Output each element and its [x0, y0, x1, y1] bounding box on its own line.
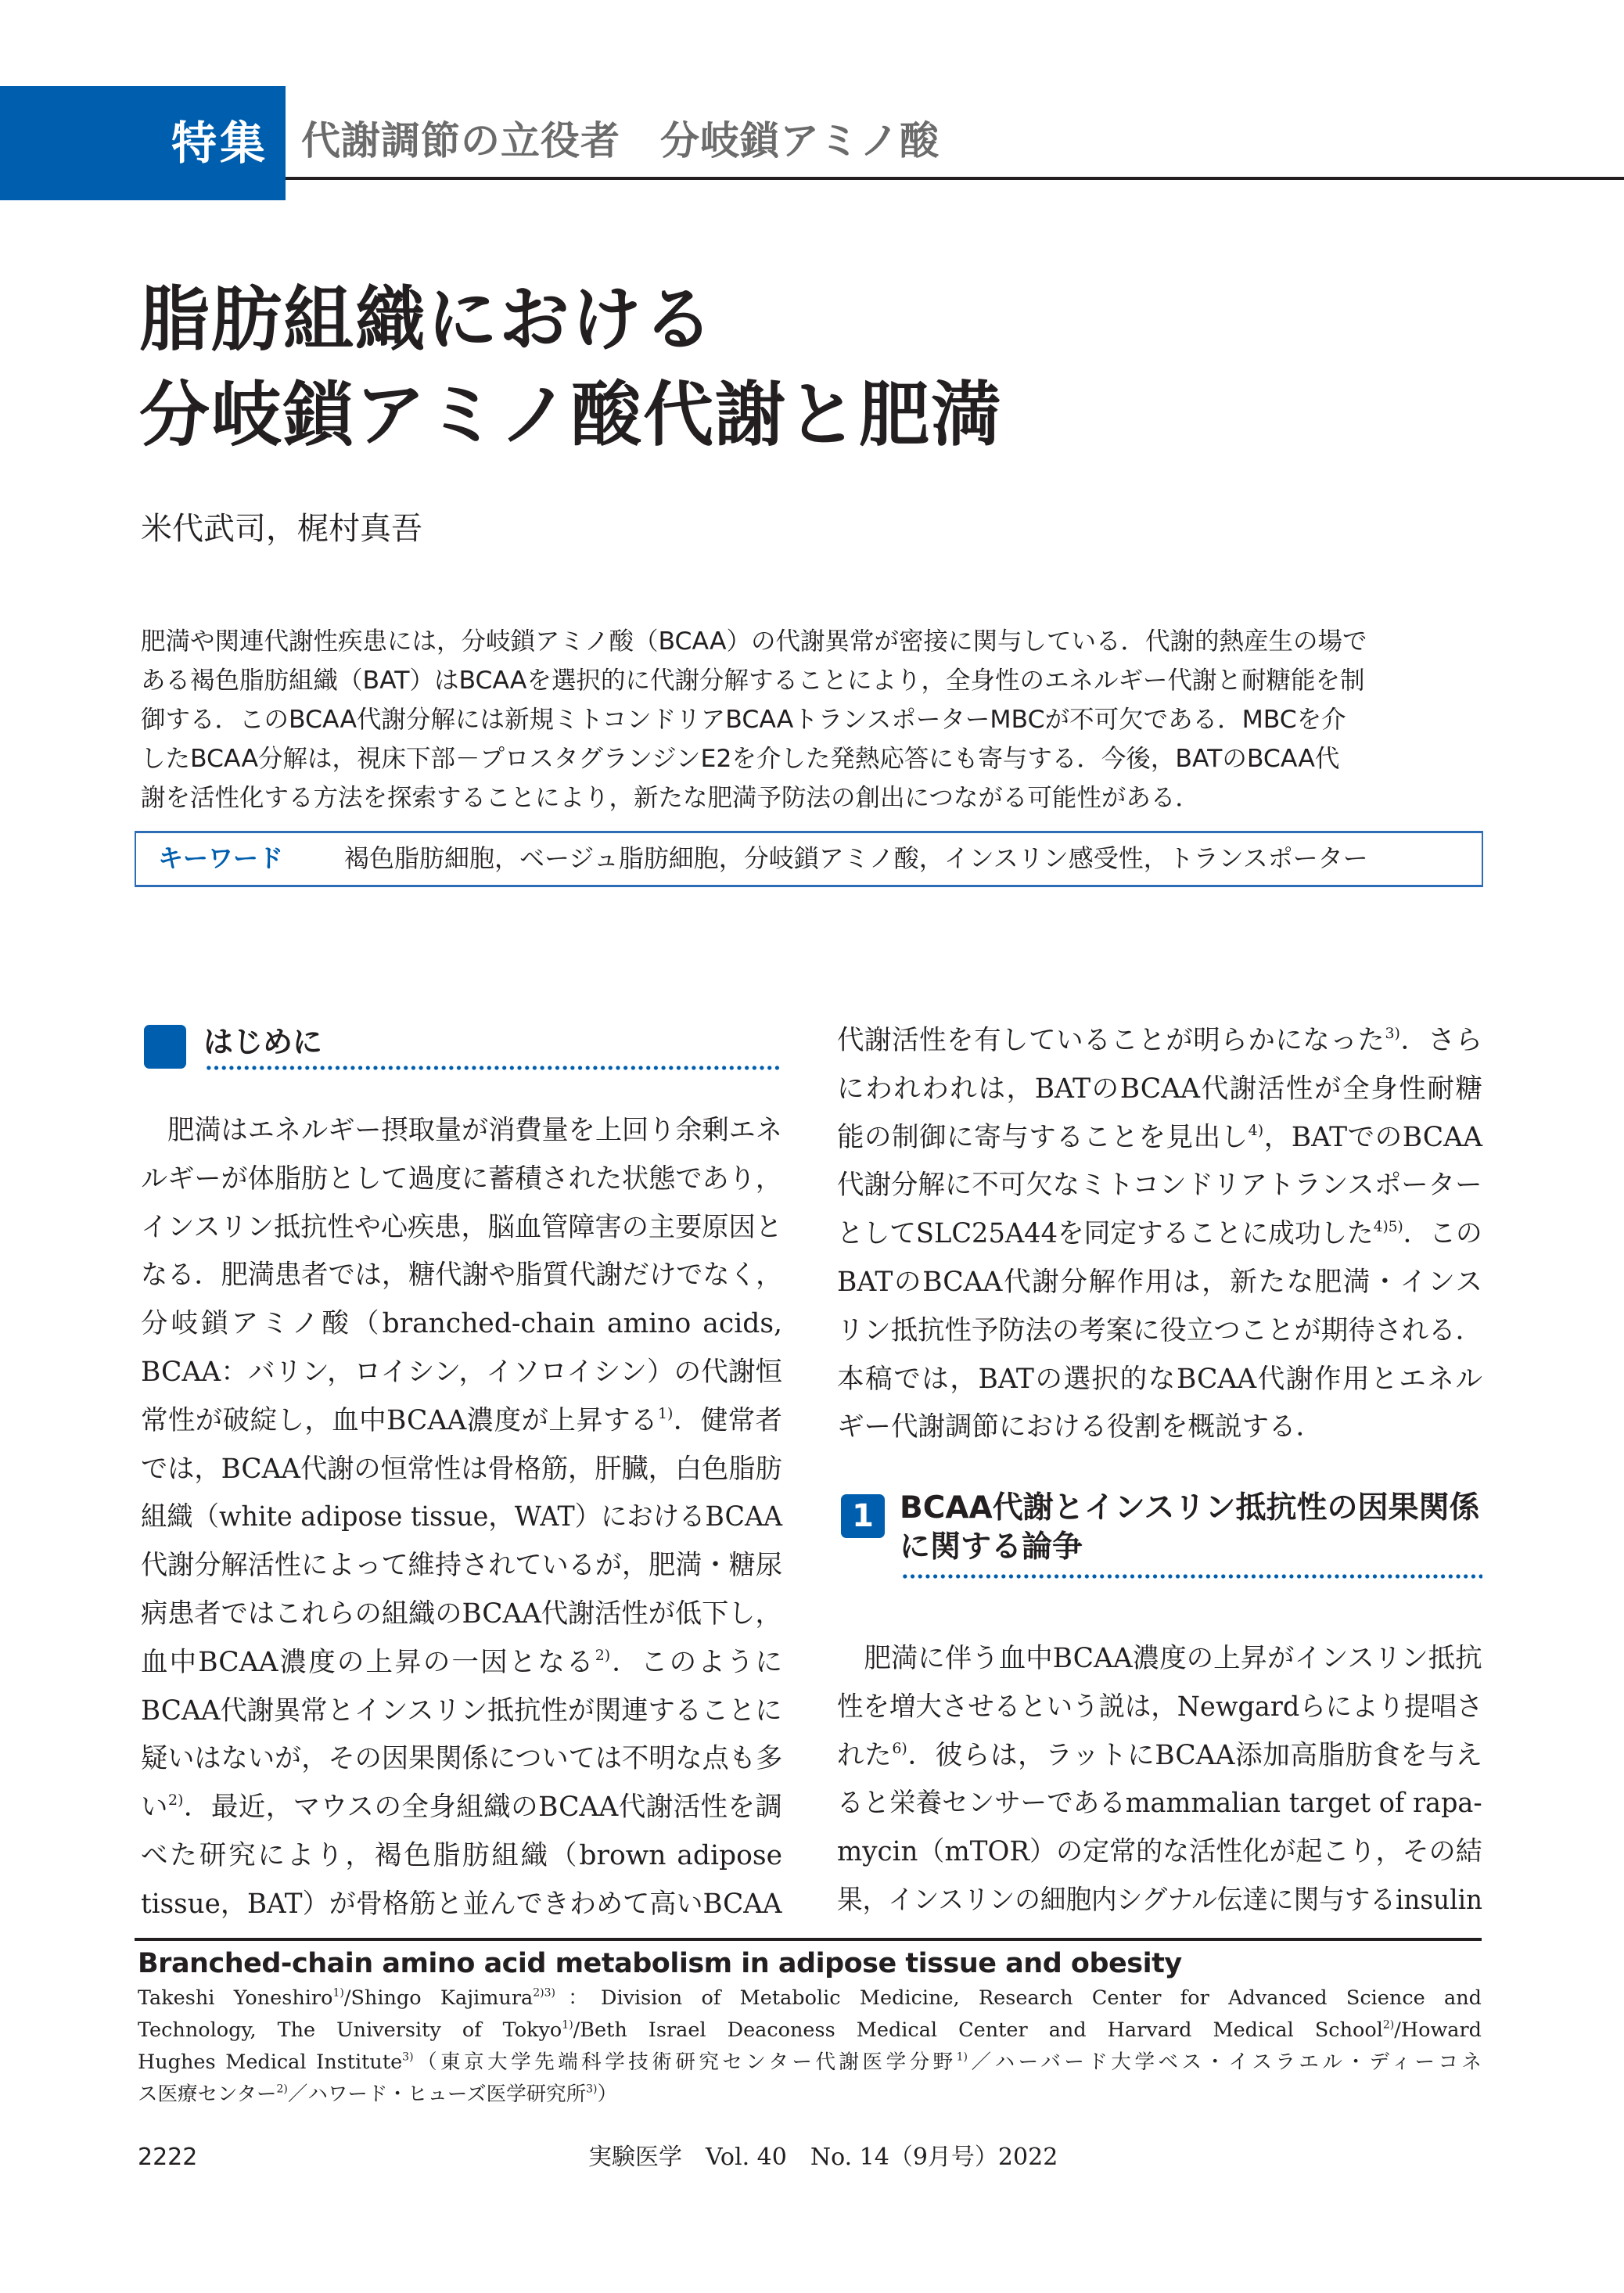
feature-band	[0, 86, 286, 200]
body-text: 常性が破綻し，血中BCAA濃度が上昇する	[141, 1404, 658, 1436]
body-line: ルギーが体脂肪として過度に蓄積された状態であり，	[141, 1163, 782, 1195]
affiliation-ref: 2)	[276, 2083, 288, 2096]
feature-label: 特集	[171, 117, 268, 170]
affiliation-ref: 1)	[332, 1986, 344, 2000]
section1-text	[837, 1635, 1482, 1925]
body-text: 能の制御に寄与することを見出し	[837, 1121, 1249, 1153]
affiliation-line	[138, 2047, 1482, 2079]
keyword-box	[135, 831, 1483, 887]
right-column-text	[837, 1017, 1482, 1452]
body-line: 疑いはないが，その因果関係については不明な点も多	[141, 1743, 783, 1775]
page-number: 2222	[138, 2144, 198, 2171]
affiliation-text: Hughes Medical Institute	[138, 2050, 403, 2074]
heading-line: BCAA代謝とインスリン抵抗性の因果関係	[900, 1490, 1480, 1526]
reference-marker[interactable]: 6)	[892, 1739, 907, 1757]
header-rule	[286, 177, 1624, 180]
abstract-line: 謝を活性化する方法を探索することにより，新たな肥満予防法の創出につながる可能性がある．	[141, 784, 1200, 812]
affiliation-text: ス医療センター	[138, 2083, 277, 2106]
section-marker-icon	[144, 1025, 186, 1069]
body-line	[837, 1114, 1482, 1163]
body-text: ．健常者	[673, 1404, 783, 1436]
reference-marker[interactable]: 4)	[1248, 1121, 1264, 1139]
affiliation-text: /Howard	[1394, 2018, 1482, 2042]
body-line: インスリン抵抗性や心疾患，脳血管障害の主要原因と	[141, 1211, 782, 1243]
reference-marker[interactable]: 1)	[657, 1404, 674, 1422]
affiliation-line	[138, 2079, 1482, 2111]
affiliation-ref: 2)3)	[533, 1986, 556, 2000]
english-title: Branched-chain amino acid metabolism in adipose tissue and obesity	[138, 1948, 1182, 1979]
author-name: /Shingo Kajimura	[343, 1986, 534, 2010]
body-text: ．この	[1403, 1218, 1482, 1250]
body-line: 本稿では，BATの選択的なBCAA代謝作用とエネル	[837, 1363, 1482, 1395]
affiliation-ref: 1)	[562, 2018, 573, 2032]
section-number-badge	[841, 1494, 885, 1538]
author-name: Takeshi Yoneshiro	[138, 1986, 333, 2010]
body-line: 肥満はエネルギー摂取量が消費量を上回り余剰エネ	[141, 1115, 782, 1146]
title-line: 脂肪組織における	[139, 279, 715, 361]
body-line: なる．肥満患者では，糖代謝や脂質代謝だけでなく，	[141, 1260, 783, 1292]
keyword-list: 褐色脂肪細胞，ベージュ脂肪細胞，分岐鎖アミノ酸，インスリン感受性，トランスポーター	[344, 843, 1368, 873]
reference-marker[interactable]: 4)5)	[1373, 1217, 1403, 1235]
affiliation-ref: 3)	[402, 2050, 414, 2064]
body-line: BCAA代謝異常とインスリン抵抗性が関連することに	[141, 1695, 782, 1727]
series-title: 代謝調節の立役者 分岐鎖アミノ酸	[301, 118, 940, 164]
affiliations	[138, 1982, 1482, 2111]
footer-rule	[135, 1938, 1482, 1941]
left-column-text	[141, 1107, 782, 1929]
heading-line: に関する論争	[900, 1529, 1083, 1565]
body-text: い	[141, 1792, 168, 1824]
affiliation-line	[138, 2014, 1482, 2047]
body-text: としてSLC25A44を同定することに成功した	[837, 1218, 1374, 1250]
affiliation-text: （東京大学先端科学技術研究センター代謝医学分野	[413, 2050, 957, 2074]
reference-marker[interactable]: 3)	[1385, 1024, 1400, 1042]
body-text: ．最近，マウスの全身組織のBCAA代謝活性を調	[183, 1792, 783, 1824]
abstract-line: ある褐色脂肪組織（BAT）はBCAAを選択的に代謝分解することにより，全身性のエネルギー代謝と耐糖能を制	[141, 667, 1365, 695]
affiliation-ref: 3)	[586, 2083, 598, 2096]
authors: 米代武司，梶村真吾	[141, 511, 422, 547]
keyword-label: キーワード	[158, 843, 284, 873]
body-line: BCAA：バリン，ロイシン，イソロイシン）の代謝恒	[141, 1356, 782, 1388]
affiliation-text: Technology, The University of Tokyo	[138, 2018, 562, 2042]
affiliation-text: ／ハーバード大学ベス・イスラエル・ディーコネ	[968, 2050, 1482, 2074]
body-line: べた研究により，褐色脂肪組織（brown adipose	[141, 1839, 782, 1871]
reference-marker[interactable]: 2)	[167, 1791, 184, 1809]
abstract-line: したBCAA分解は，視床下部－プロスタグランジンE2を介した発熱応答にも寄与する．今後，BATのBCAA代	[141, 745, 1340, 773]
section-heading-1	[900, 1489, 1480, 1567]
body-line	[141, 1784, 782, 1832]
body-line: では，BCAA代謝の恒常性は骨格筋，肝臓，白色脂肪	[141, 1453, 782, 1485]
affiliation-ref: 1)	[956, 2050, 968, 2064]
body-line: mycin（mTOR）の定常的な活性化が起こり，その結	[837, 1836, 1482, 1868]
body-line: 分岐鎖アミノ酸（branched-chain amino acids,	[141, 1308, 782, 1340]
title-line: 分岐鎖アミノ酸代謝と肥満	[139, 374, 1003, 456]
body-text: 代謝活性を有していることが明らかになった	[837, 1025, 1385, 1056]
affiliation-line	[138, 1982, 1482, 2014]
body-line: 病患者ではこれらの組織のBCAA代謝活性が低下し，	[141, 1598, 782, 1630]
abstract-line: 御する．このBCAA代謝分解には新規ミトコンドリアBCAAトランスポーターMBCが不可欠である．MBCを介	[141, 706, 1346, 734]
abstract	[141, 622, 1486, 818]
section-dotted-rule	[901, 1574, 1482, 1579]
body-line: 組織（white adipose tissue，WAT）におけるBCAA	[141, 1501, 783, 1533]
section-heading-intro: はじめに	[203, 1025, 323, 1059]
section-number: 1	[852, 1498, 874, 1534]
body-text: ．彼らは，ラットにBCAA添加高脂肪食を与え	[907, 1739, 1483, 1771]
body-line: 果，インスリンの細胞内シグナル伝達に関与するinsulin	[837, 1884, 1483, 1916]
body-line: にわれわれは，BATのBCAA代謝活性が全身性耐糖	[837, 1073, 1482, 1105]
body-text: 血中BCAA濃度の上昇の一因となる	[141, 1646, 595, 1678]
reference-marker[interactable]: 2)	[595, 1646, 611, 1664]
abstract-line: 肥満や関連代謝性疾患には，分岐鎖アミノ酸（BCAA）の代謝異常が密接に関与している．代謝的熱産生の場で	[141, 627, 1367, 656]
article-title	[139, 272, 1003, 463]
body-line	[837, 1210, 1482, 1259]
body-line	[141, 1639, 782, 1687]
section-dotted-rule	[205, 1066, 782, 1070]
body-text: ．このように	[610, 1646, 783, 1678]
body-line: BATのBCAA代謝分解作用は，新たな肥満・インス	[837, 1266, 1482, 1298]
body-line: ると栄養センサーであるmammalian target of rapa-	[837, 1788, 1482, 1820]
body-line	[837, 1732, 1482, 1781]
affiliation-text: ）	[597, 2083, 618, 2106]
body-line: リン抵抗性予防法の考案に役立つことが期待される．	[837, 1314, 1482, 1346]
journal-info: 実験医学 Vol. 40 No. 14（9月号）2022	[588, 2144, 1058, 2171]
affiliation-text: ：Division of Metabolic Medicine, Research Center for Advanced Science and	[555, 1986, 1482, 2010]
body-text: れた	[837, 1739, 893, 1771]
body-line: 性を増大させるという説は，Newgardらにより提唱さ	[837, 1691, 1483, 1723]
affiliation-ref: 2)	[1382, 2018, 1395, 2032]
body-text: ．さら	[1399, 1025, 1483, 1056]
body-line: 代謝分解活性によって維持されているが，肥満・糖尿	[141, 1550, 782, 1582]
affiliation-text: /Beth Israel Deaconess Medical Center and Harvard Medical School	[573, 2018, 1383, 2042]
body-line: 代謝分解に不可欠なミトコンドリアトランスポーター	[837, 1170, 1482, 1202]
body-line	[837, 1017, 1482, 1066]
body-text: ，BATでのBCAA	[1263, 1121, 1482, 1153]
body-line: tissue，BAT）が骨格筋と並んできわめて高いBCAA	[141, 1888, 782, 1920]
body-line: 肥満に伴う血中BCAA濃度の上昇がインスリン抵抗	[837, 1643, 1482, 1674]
affiliation-text: ／ハワード・ヒューズ医学研究所	[287, 2083, 587, 2106]
body-line: ギー代謝調節における役割を概説する．	[837, 1411, 1323, 1443]
body-line	[141, 1397, 782, 1446]
